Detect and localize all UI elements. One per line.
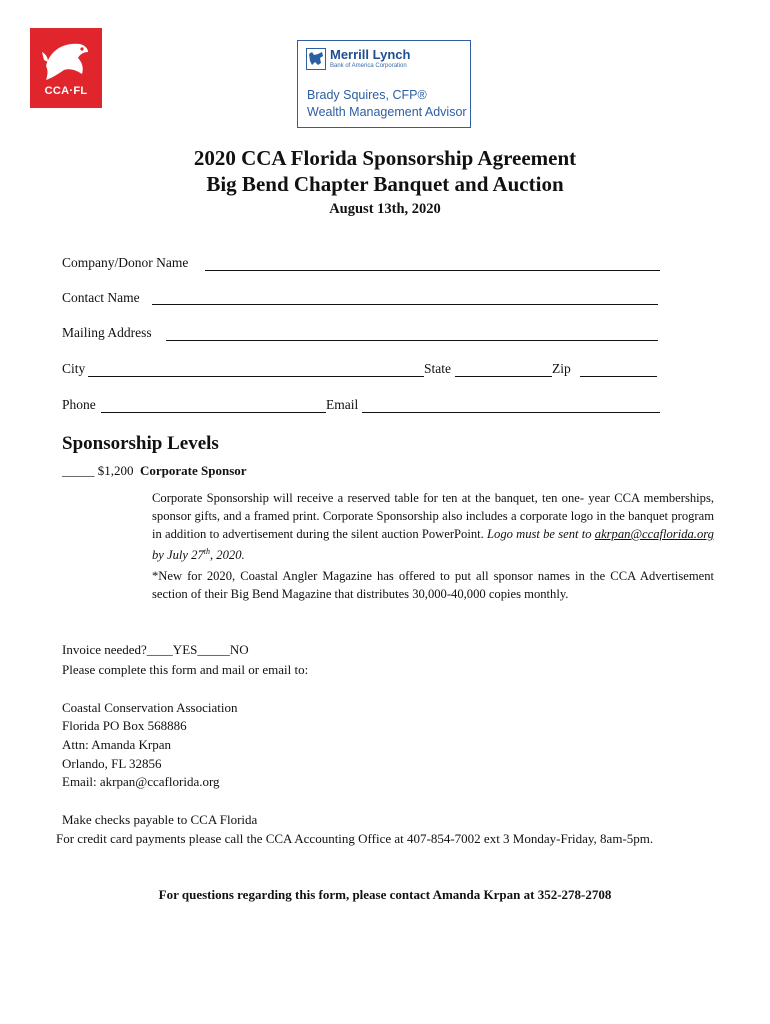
new-for-2020-note: *New for 2020, Coastal Angler Magazine has offered to put all sponsor names in the CCA Advertisement section of their Big Bend Magazine that distributes 30,000-40,000 copies monthly. [152,569,714,601]
state-label: State [424,361,451,376]
cca-logo-text: CCA·FL [44,85,88,97]
corporate-description-text: Corporate Sponsorship will receive a reserved table for ten at the banquet, ten one- year CCA memberships, sponsor gifts, and a framed print. Corporate Sponsorship also includes a corporate logo in the banquet program in addition to advertisement during the silent auction PowerPoint. [152,491,714,541]
contact-footer: For questions regarding this form, please contact Amanda Krpan at 352-278-2708 [158,887,612,902]
credit-card-info: For credit card payments please call the CCA Accounting Office at 407-854-7002 ext 3 Monday-Friday, 8am-5pm. [56,831,654,846]
address-line-3: Attn: Amanda Krpan [62,737,172,752]
state-field[interactable] [455,376,552,377]
email-label: Email [326,397,359,412]
corporate-sponsor-row [62,463,247,479]
address-email: Email: akrpan@ccaflorida.org [62,774,220,789]
company-field[interactable] [205,270,660,271]
merrill-lynch-advisor-logo [297,40,471,128]
ml-advisor-name: Brady Squires, CFP® [307,88,427,102]
checks-payable: Make checks payable to CCA Florida [62,812,258,827]
ml-advisor-title: Wealth Management Advisor [307,105,467,119]
invoice-needed[interactable]: Invoice needed?____YES_____NO [62,642,249,657]
address-line-1: Coastal Conservation Association [62,700,238,715]
corporate-sponsor-blank[interactable]: _____ [62,463,95,478]
corporate-sponsor-name: Corporate Sponsor [140,463,247,478]
mailing-address-field[interactable] [166,340,658,341]
cca-florida-logo [30,28,102,108]
ml-subtitle: Bank of America Corporation [330,63,407,69]
ml-name: Merrill Lynch [330,47,411,62]
fish-icon [40,36,92,84]
logo-email-link[interactable]: akrpan@ccaflorida.org [594,527,714,541]
email-field[interactable] [362,412,660,413]
corporate-description [152,489,714,564]
city-field[interactable] [88,376,424,377]
company-label: Company/Donor Name [62,255,189,270]
phone-label: Phone [62,397,96,412]
mailing-label: Mailing Address [62,325,152,340]
phone-field[interactable] [101,412,326,413]
logo-note: Logo must be sent to akrpan@ccaflorida.org by July 27th, 2020. [152,527,714,563]
city-label: City [62,361,86,376]
address-line-4: Orlando, FL 32856 [62,756,162,771]
mail-instruction: Please complete this form and mail or email to: [62,662,309,677]
address-line-2: Florida PO Box 568886 [62,718,187,733]
sponsorship-levels-heading: Sponsorship Levels [62,433,219,454]
zip-field[interactable] [580,376,657,377]
contact-field[interactable] [152,304,658,305]
page-subtitle: Big Bend Chapter Banquet and Auction [206,172,564,196]
contact-label: Contact Name [62,290,140,305]
bull-icon [306,48,326,70]
corporate-sponsor-amount: $1,200 [97,463,134,478]
zip-label: Zip [552,361,571,376]
event-date: August 13th, 2020 [329,201,441,217]
page-title: 2020 CCA Florida Sponsorship Agreement [193,146,577,170]
